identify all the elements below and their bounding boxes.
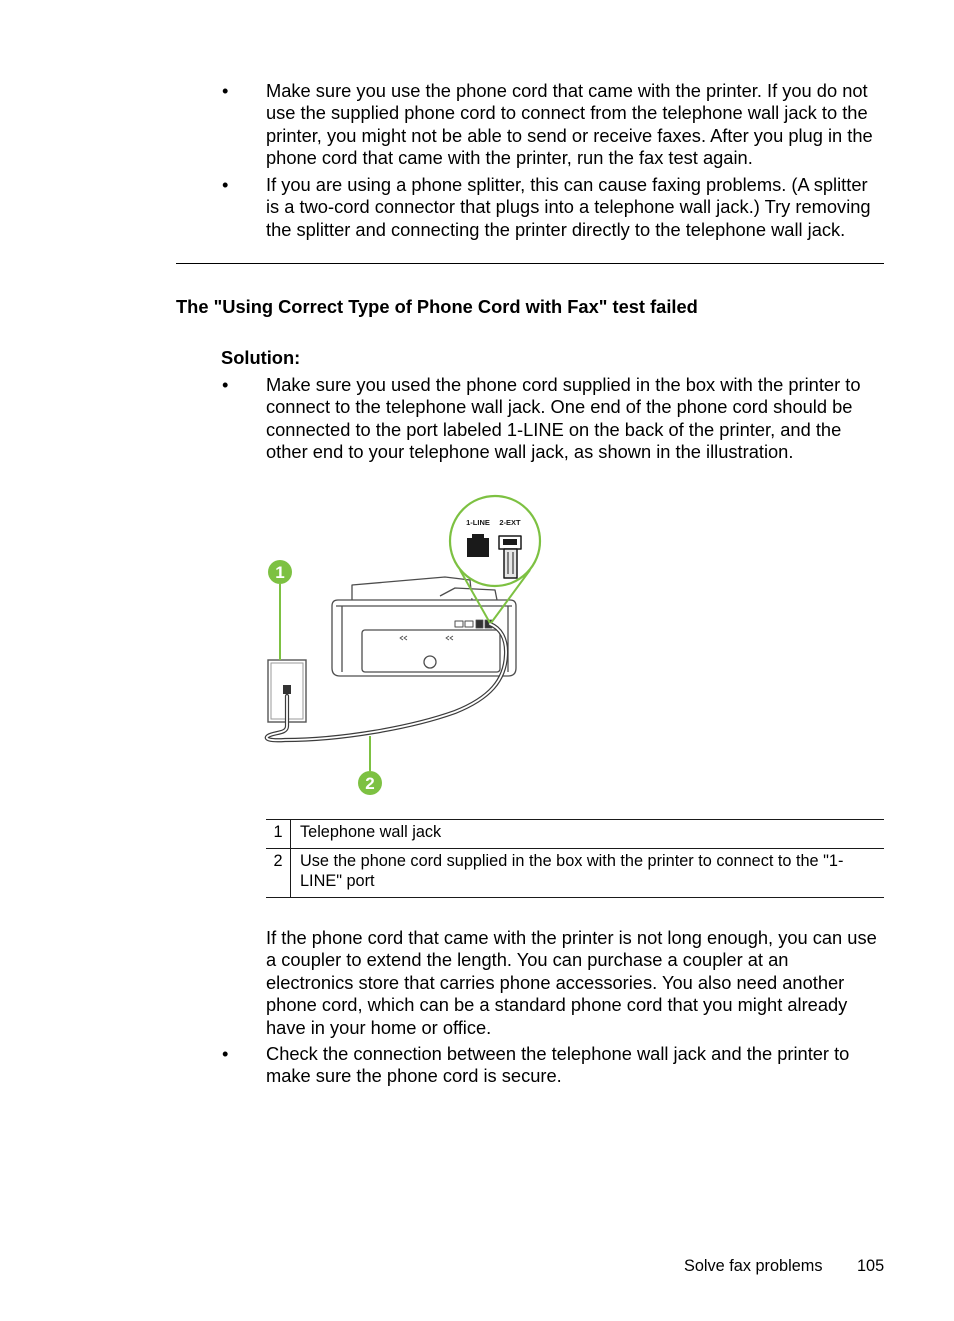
- text-line: Check the connection between the telephone wall jack and the printer to: [266, 1043, 850, 1064]
- text-line: Use the phone cord supplied in the box with the printer to connect to the "1-: [300, 852, 844, 870]
- text-line: Telephone wall jack: [300, 823, 442, 841]
- printer-rear-view: [332, 577, 516, 676]
- callout-1: [268, 560, 292, 660]
- text-line: a coupler to extend the length. You can purchase a coupler at an: [266, 949, 789, 971]
- footer-page-number: 105: [857, 1257, 885, 1275]
- text-line: connect to the telephone wall jack. One end of the phone cord should be: [266, 396, 853, 418]
- footer-section-title: Solve fax problems: [684, 1257, 823, 1275]
- text-line: electronics store that carries phone accessories. You also need another: [266, 971, 845, 993]
- bullet-glyph: •: [222, 80, 229, 101]
- text-line: If the phone cord that came with the printer is not long enough, you can use: [266, 927, 877, 948]
- legend-description: [291, 820, 441, 848]
- port-label-1-line: 1-LINE: [466, 518, 490, 527]
- 2-ext-plug-stem: [504, 549, 517, 578]
- printer-fax-port-1-line: [476, 620, 483, 628]
- bullet-item-text: [266, 80, 873, 170]
- legend-row: [266, 820, 884, 848]
- text-line: If you are using a phone splitter, this can cause faxing problems. (A splitter: [266, 174, 868, 195]
- section-divider: [176, 263, 884, 264]
- magnifier-circle: [450, 496, 540, 586]
- legend-row: [266, 848, 884, 897]
- legend-description: [291, 849, 843, 897]
- callout-legend-table: [266, 819, 884, 898]
- phone-cord-connection-illustration: [260, 490, 550, 810]
- coupler-paragraph: [266, 927, 877, 1039]
- callout-2: [358, 736, 382, 795]
- text-line: connected to the port labeled 1-LINE on the back of the printer, and the: [266, 418, 842, 440]
- bullet-item-text: [266, 1043, 849, 1088]
- text-line: LINE" port: [300, 872, 375, 890]
- bullet-glyph: •: [222, 174, 229, 195]
- text-line: other end to your telephone wall jack, as shown in the illustration.: [266, 441, 794, 463]
- text-line: Make sure you used the phone cord supplied in the box with the printer to: [266, 374, 861, 395]
- solution-label: Solution:: [221, 347, 301, 368]
- callout-1-number: 1: [275, 563, 285, 582]
- text-line: the splitter and connecting the printer directly to the telephone wall jack.: [266, 218, 846, 240]
- text-line: is a two-cord connector that plugs into a telephone wall jack.) Try removing: [266, 196, 871, 218]
- text-line: make sure the phone cord is secure.: [266, 1065, 562, 1087]
- text-line: printer, you might not be able to send or receive faxes. After you plug in the: [266, 124, 873, 146]
- callout-2-number: 2: [365, 774, 375, 793]
- bullet-item-text: [266, 374, 861, 464]
- text-line: phone cord that came with the printer, run the fax test again.: [266, 147, 753, 169]
- legend-number: 2: [266, 849, 291, 897]
- port-label-2-ext: 2-EXT: [499, 518, 521, 527]
- 2-ext-socket-opening: [503, 539, 517, 545]
- section-heading: The "Using Correct Type of Phone Cord with Fax" test failed: [176, 296, 698, 317]
- bullet-item-text: [266, 174, 871, 241]
- text-line: use the supplied phone cord to connect from the telephone wall jack to the: [266, 102, 868, 124]
- bullet-glyph: •: [222, 1043, 229, 1064]
- wall-jack-port: [283, 685, 291, 694]
- bullet-glyph: •: [222, 374, 229, 395]
- text-line: have in your home or office.: [266, 1016, 492, 1038]
- text-line: phone cord, which can be a standard phone cord that you might already: [266, 994, 848, 1016]
- legend-number: 1: [266, 820, 291, 848]
- text-line: Make sure you use the phone cord that came with the printer. If you do not: [266, 80, 868, 101]
